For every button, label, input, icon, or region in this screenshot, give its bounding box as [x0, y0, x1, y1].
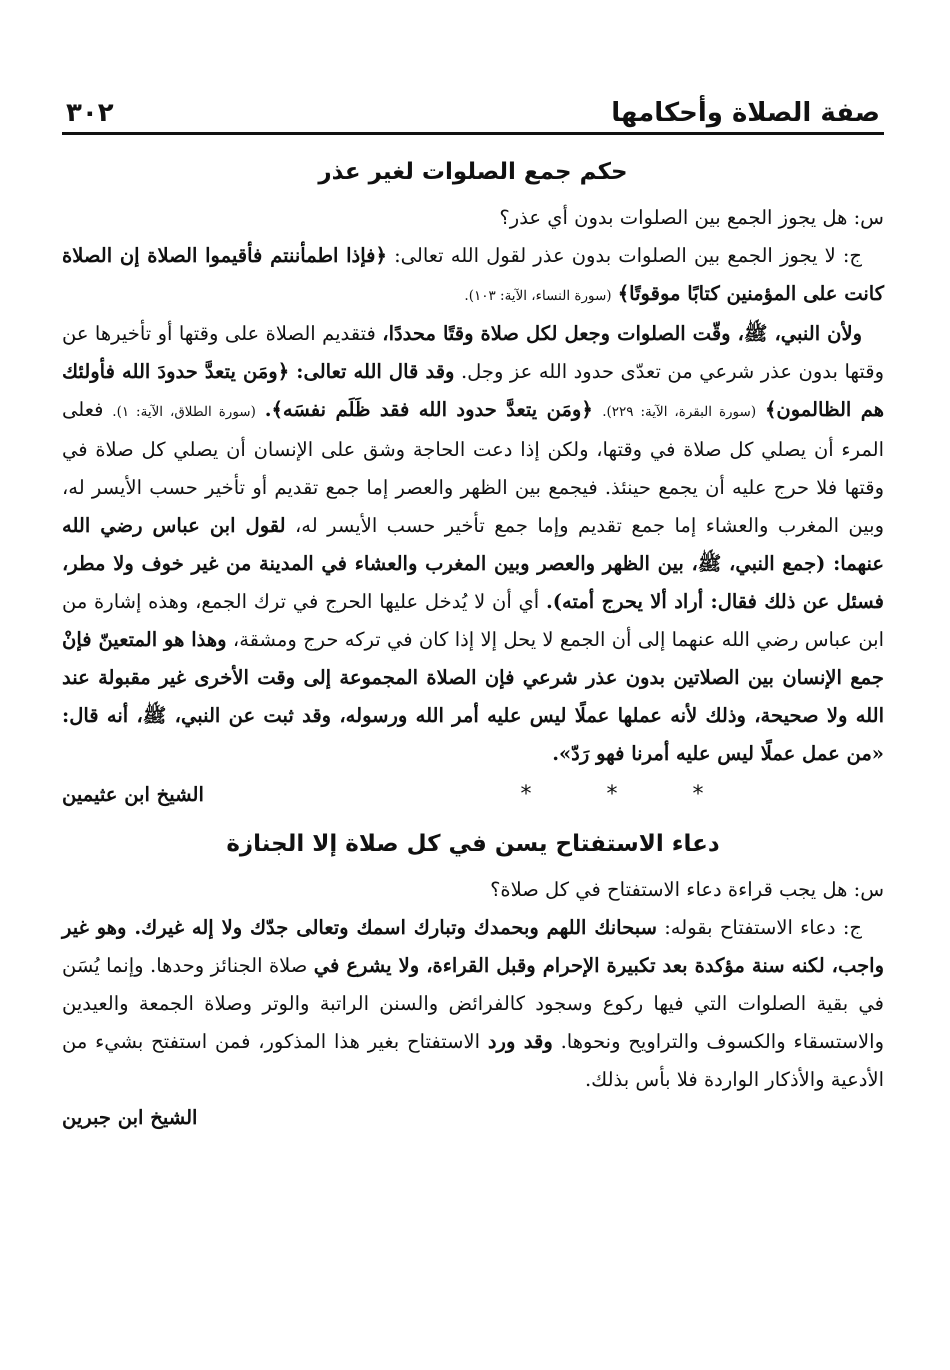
separator-stars: * * * [520, 781, 738, 807]
prophet-timing-sentence: ولأن النبي، ﷺ، وقّت الصلوات وجعل لكل صلاة وقتًا محددًا، [382, 322, 862, 345]
verse-nisa: ﴿فإذا اطمأننتم فأقيموا الصلاة إن الصلاة كانت على المؤمنين كتابًا موقوتًا﴾ [62, 244, 884, 305]
ibn-abbas-hadith: لقول ابن عباس رضي الله عنهما: (جمع النبي، ﷺ، بين الظهر والعصر وبين المغرب والعشاء في المدينة من غير خوف ولا مطر، فسئل عن ذلك فقال: أراد ألا يحرج أمته). [62, 514, 884, 613]
answer-2-bold: وقد ورد [487, 1030, 553, 1053]
page-header [62, 92, 884, 135]
citation-baqarah: (سورة البقرة، الآية: ٢٢٩). [602, 404, 757, 420]
answer-2-intro: ج: دعاء الاستفتاح بقوله: [656, 916, 862, 939]
signature-ibn-uthaymeen: الشيخ ابن عثيمين [62, 782, 204, 806]
signature-row-1 [62, 775, 884, 813]
signature-ibn-jibreen: الشيخ ابن جبرين [62, 1106, 198, 1129]
answer-1 [62, 237, 884, 315]
section-title-1: حكم جمع الصلوات لغير عذر [318, 159, 628, 185]
page-number: ٣٠٢ [66, 98, 114, 128]
section-title-2: دعاء الاستفتاح يسن في كل صلاة إلا الجنازة [226, 831, 720, 857]
ruling-conclusion: وهذا هو المتعينّ فإنْ جمع الإنسان بين الصلاتين بدون عذر شرعي فإن الصلاة المجموعة إلى وقت الأخرى غير مقبولة عند الله ولا صحيحة، وذلك لأنه عملها عملًا ليس عليه أمر الله ورسوله، وقد ثبت عن النبي، ﷺ، أنه قال: «من عمل عملًا ليس عليه أمرنا فهو رَدّ». [62, 628, 884, 765]
citation-talaq: (سورة الطلاق، الآية: ١). [112, 404, 256, 420]
answer-2-rest: صلاة الجنائز وحدها. وإنما يُسَن في بقية الصلوات التي فيها ركوع وسجود كالفرائض والسنن الراتبة والوتر وصلاة الجمعة والعيدين والاستسقاء والكسوف والتراويح ونحوها. [62, 954, 884, 1053]
citation-nisa: (سورة النساء، الآية: ١٠٣). [464, 288, 612, 304]
timing-explanation: فتقديم الصلاة على وقتها أو تأخيرها عن وقتها بدون عذر شرعي من تعدّى حدود الله عز وجل. [62, 322, 884, 383]
answer-1-intro: ج: لا يجوز الجمع بين الصلوات بدون عذر لقول الله تعالى: [386, 244, 863, 267]
pray-on-time: فعلى المرء أن يصلي كل صلاة في وقتها، ولكن إذا [62, 398, 884, 461]
istiftah-dua: سبحانك اللهم وبحمدك وتبارك اسمك وتعالى جدّك ولا إله غيرك. وهو غير واجب، لكنه سنة مؤكدة بعد تكبيرة الإحرام وقبل القراءة، ولا يشرع في [62, 916, 884, 977]
book-page [62, 92, 884, 1350]
answer-1-paragraph-2 [62, 315, 884, 773]
verse-talaq: ﴿ومَن يتعدَّ حدود الله فقد ظَلَم نفسَه﴾. [264, 398, 603, 421]
verse-baqarah: وقد قال الله تعالى: ﴿ومَن يتعدَّ حدودَ الله فأولئك هم الظالمون﴾ [62, 360, 884, 421]
answer-2 [62, 909, 884, 1099]
running-title: صفة الصلاة وأحكامها [611, 98, 880, 128]
need-explanation: دعت الحاجة وشق على الإنسان أن يصلي كل صلاة في وقتها فلا حرج عليه أن يجمع حينئذ. فيجمع بين الظهر والعصر إما جمع تقديم أو تأخير حسب الأيسر له، وبين المغرب والعشاء إما جمع تقديم وإما جمع تأخير حسب الأيسر له، [62, 438, 884, 537]
hadith-explanation: أي أن لا يُدخل عليها الحرج في ترك الجمع، وهذه إشارة من ابن عباس رضي الله عنهما إلى أن الجمع لا يحل إلا إذا كان في تركه حرج ومشقة، [62, 590, 885, 651]
question-2: س: هل يجب قراءة دعاء الاستفتاح في كل صلاة؟ [490, 878, 884, 901]
answer-2-tail: الاستفتاح بغير هذا المذكور، فمن استفتح بشيء من الأدعية والأذكار الواردة فلا بأس بذلك. [62, 1030, 884, 1091]
question-1: س: هل يجوز الجمع بين الصلوات بدون أي عذر؟ [499, 206, 884, 229]
